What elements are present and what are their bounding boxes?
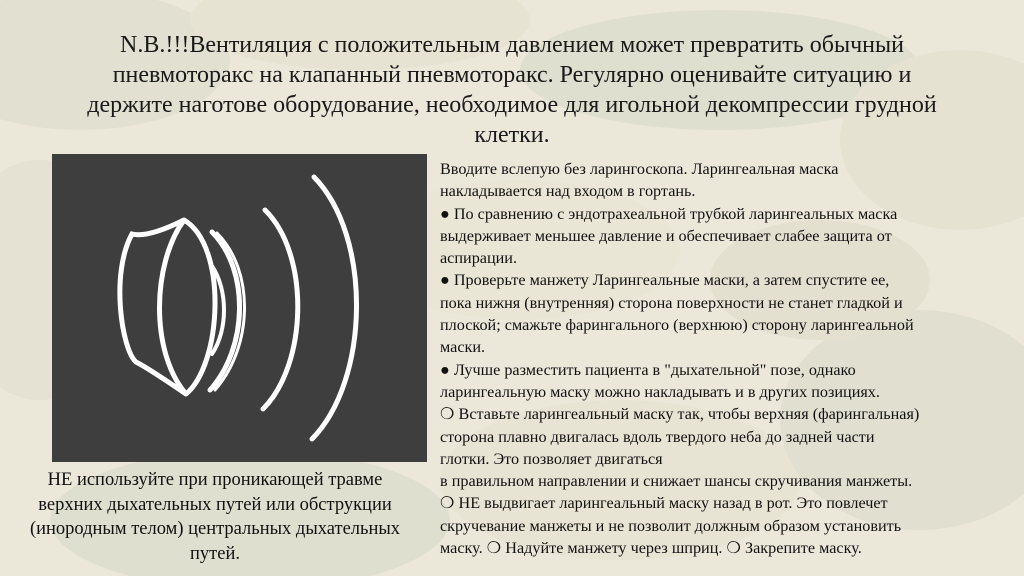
- text-line: ● По сравнению с эндотрахеальной трубкой ларингеальных маска: [440, 204, 898, 223]
- text-line: маску. ❍ Надуйте манжету через шприц. ❍ Закрепите маску.: [440, 539, 862, 558]
- text-line: ларингеальную маску можно накладывать и в других позициях.: [440, 382, 880, 401]
- text-line: ● Проверьте манжету Ларингеальные маски, а затем спустите ее,: [440, 271, 890, 290]
- text-line: пока нижня (внутренняя) сторона поверхности не станет гладкой и: [440, 293, 903, 312]
- text-line: Вводите вслепую без ларингоскопа. Ларингеальная маска: [440, 160, 839, 178]
- text-line: накладывается над входом в гортань.: [440, 182, 696, 201]
- text-line: аспирации.: [440, 249, 518, 268]
- instructions-text: [440, 158, 1018, 559]
- speaker-sound-figure: [52, 154, 427, 462]
- speaker-sound-icon: [52, 154, 427, 462]
- text-line: маски.: [440, 338, 486, 357]
- slide-title: N.B.!!!Вентиляция с положительным давлением может превратить обычный пневмоторакс на клапанный пневмоторакс. Регулярно оценивайте ситуацию и держите наготове оборудование, необходимое для игольной декомпрессии грудной клетки.: [87, 32, 937, 148]
- text-line: ● Лучше разместить пациента в "дыхательной" позе, однако: [440, 360, 856, 379]
- text-line: сторона плавно двигалась вдоль твердого неба до задней части: [440, 427, 875, 446]
- text-line: ❍ НЕ выдвигает ларингеальный маску назад в рот. Это повлечет: [440, 494, 888, 513]
- text-line: выдерживает меньшее давление и обеспечивает слабее защита от: [440, 226, 892, 245]
- text-line: ❍ Вставьте ларингеальный маску так, чтобы верхняя (фарингальная): [440, 405, 920, 424]
- warning-text: НЕ используйте при проникающей травме верхних дыхательных путей или обструкции (инородным телом) центральных дыхательных путей.: [29, 470, 401, 564]
- text-line: глотки. Это позволяет двигаться: [440, 449, 663, 468]
- text-line: в правильном направлении и снижает шансы скручивания манжеты.: [440, 472, 913, 491]
- text-line: плоской; смажьте фарингального (верхнюю) сторону ларингеальной: [440, 316, 914, 335]
- text-line: скручевание манжеты и не позволит должным образом установить: [440, 516, 902, 535]
